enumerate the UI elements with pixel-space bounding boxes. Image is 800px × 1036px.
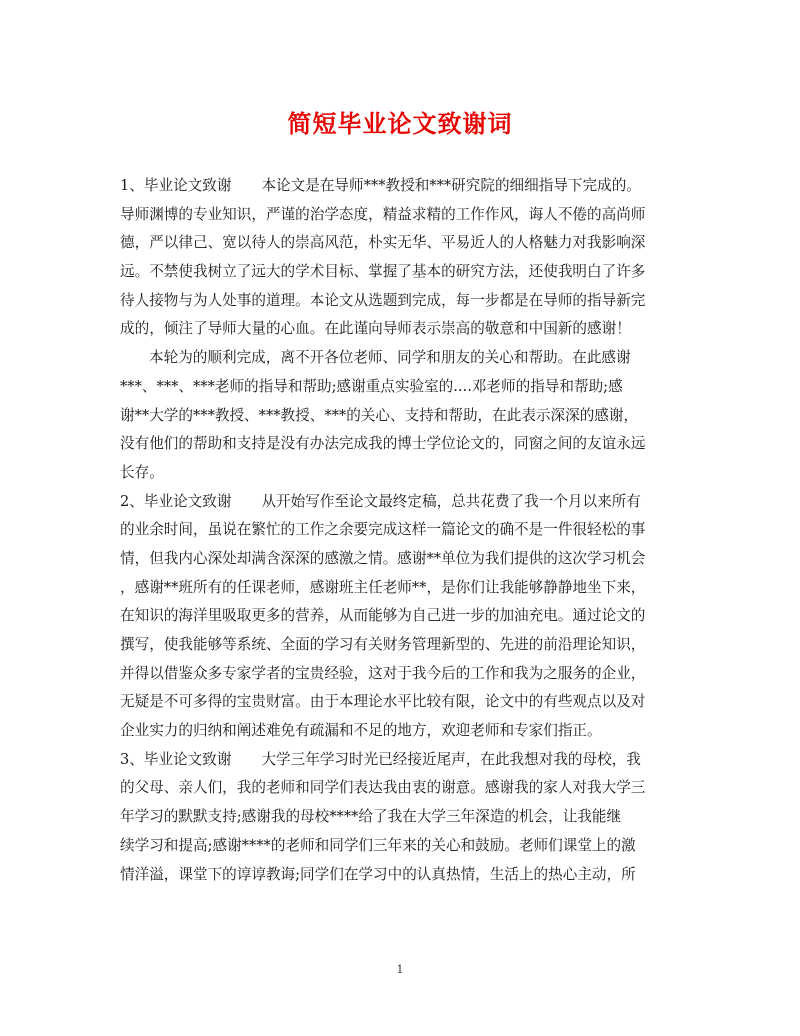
text-line: 成的，倾注了导师大量的心血。在此谨向导师表示崇高的敬意和中国新的感谢！ (120, 320, 631, 338)
text-line: 续学习和提高;感谢****的老师和同学们三年来的关心和鼓励。老师们课堂上的激 (120, 836, 636, 854)
section-2-first-line (120, 488, 686, 517)
page-number: 1 (396, 963, 404, 976)
section-2-heading: 2、毕业论文致谢 (120, 492, 232, 510)
text-line: 没有他们的帮助和支持是没有办法完成我的博士学位论文的，同窗之间的友谊永远 (120, 435, 646, 453)
text-line: 待人接物与为人处事的道理。本论文从选题到完成，每一步都是在导师的指导新完 (120, 291, 646, 309)
text-line: 年学习的默默支持;感谢我的母校****给了我在大学三年深造的机会，让我能继 (120, 808, 622, 826)
text-line: 谢**大学的***教授、***教授、***的关心、支持和帮助，在此表示深深的感谢， (120, 406, 639, 424)
text-line: 情，但我内心深处却满含深深的感激之情。感谢**单位为我们提供的这次学习机会 (120, 549, 646, 567)
section-3-heading: 3、毕业论文致谢 (120, 750, 232, 768)
section-1-heading: 1、毕业论文致谢 (120, 177, 232, 194)
text-line: 在知识的海洋里吸取更多的营养，从而能够为自己进一步的加油充电。通过论文的 (120, 607, 646, 625)
text-line: 无疑是不可多得的宝贵财富。由于本理论水平比较有限，论文中的有些观点以及对 (120, 693, 646, 711)
text-line: 德，严以律己、宽以待人的崇高风范，朴实无华、平易近人的人格魅力对我影响深 (120, 234, 646, 252)
section-1-first-line (120, 172, 686, 201)
text-line: 情洋溢，课堂下的谆谆教诲;同学们在学习中的认真热情，生活上的热心主动，所 (120, 865, 636, 883)
text-line: 企业实力的归纳和阐述难免有疏漏和不足的地方，欢迎老师和专家们指正。 (120, 722, 602, 740)
section-3-first-line (120, 746, 686, 775)
text-line: 大学三年学习时光已经接近尾声，在此我想对我的母校，我 (261, 750, 641, 768)
text-line: 并得以借鉴众多专家学者的宝贵经验，这对于我今后的工作和我为之服务的企业， (120, 664, 646, 682)
text-line: 本轮为的顺利完成，离不开各位老师、同学和朋友的关心和帮助。在此感谢 (149, 349, 631, 367)
text-line: ，感谢**班所有的任课老师，感谢班主任老师**，是你们让我能够静静地坐下来， (120, 578, 646, 596)
text-line: 长存。 (120, 463, 164, 481)
text-line: 的业余时间，虽说在繁忙的工作之余要完成这样一篇论文的确不是一件很轻松的事 (120, 521, 646, 539)
document-body (120, 172, 686, 889)
text-line: ***、***、***老师的指导和帮助;感谢重点实验室的....邓老师的指导和帮助;感 (120, 377, 623, 395)
text-line: 的父母、亲人们，我的老师和同学们表达我由衷的谢意。感谢我的家人对我大学三 (120, 779, 646, 797)
text-line: 本论文是在导师***教授和***研究院的细细指导下完成的。 (261, 177, 641, 194)
text-line: 撰写，使我能够等系统、全面的学习有关财务管理新型的、先进的前沿理论知识， (120, 636, 646, 653)
text-line: 从开始写作至论文最终定稿，总共花费了我一个月以来所有 (261, 492, 641, 510)
text-line: 导师渊博的专业知识，严谨的治学态度，精益求精的工作作风，诲人不倦的高尚师 (120, 205, 646, 223)
text-line: 远。不禁使我树立了远大的学术目标、掌握了基本的研究方法，还使我明白了许多 (120, 263, 646, 281)
document-title: 简短毕业论文致谢词 (287, 109, 513, 138)
